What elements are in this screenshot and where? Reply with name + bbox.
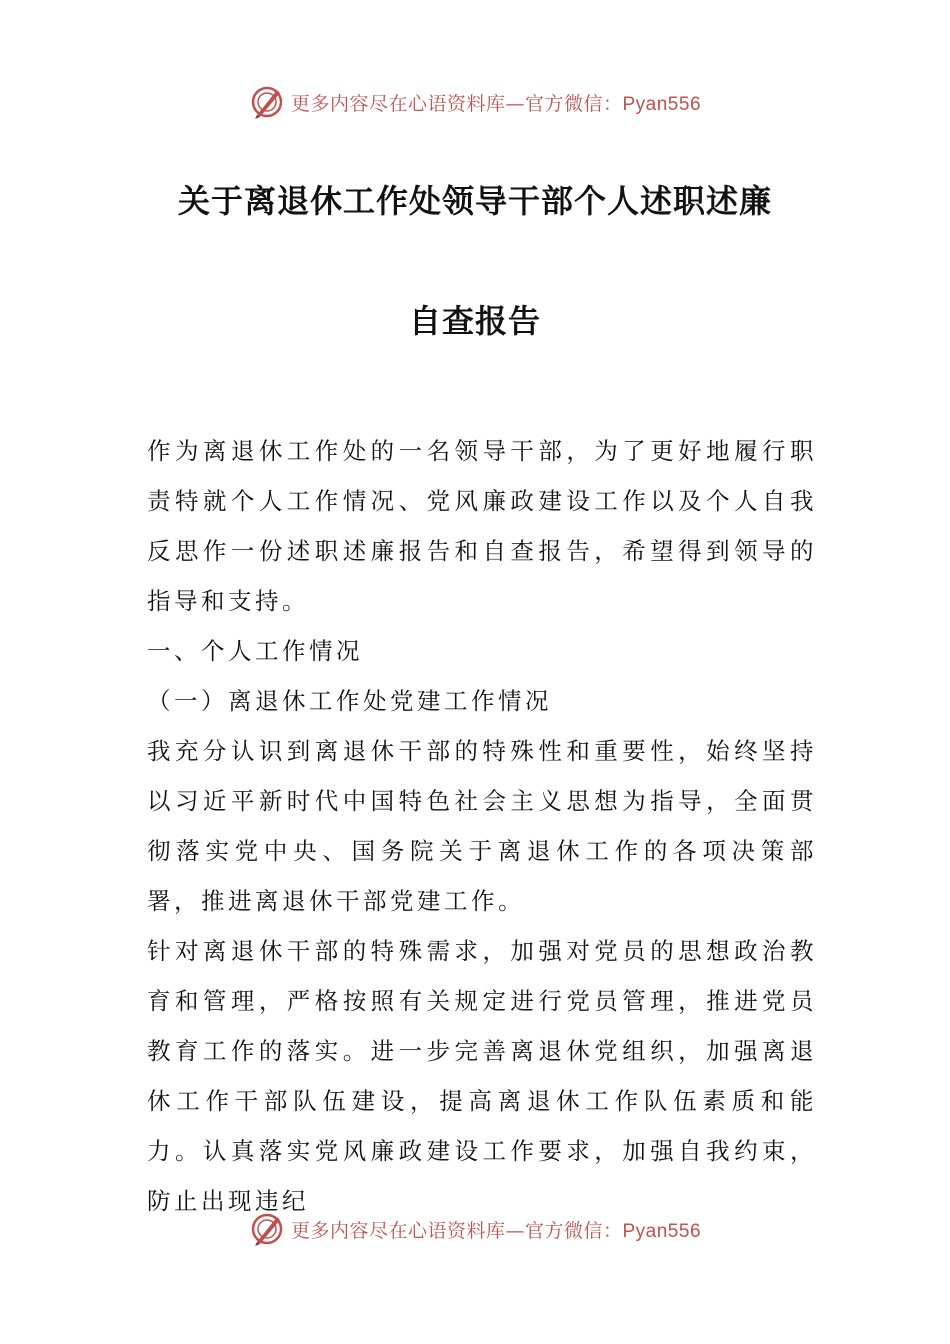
watermark-text: 更多内容尽在心语资料库—官方微信：Pyan556 — [290, 1219, 702, 1242]
watermark-text: 更多内容尽在心语资料库—官方微信：Pyan556 — [290, 92, 702, 115]
document-body — [147, 426, 817, 1226]
watermark-footer — [0, 1207, 950, 1251]
document-title-line2: 自查报告 — [408, 302, 541, 340]
watermark-wechat-id: Pyan556 — [622, 93, 702, 115]
paragraph-intro: 作为离退休工作处的一名领导干部，为了更好地履行职责特就个人工作情况、党风廉政建设工作以及个人自我反思作一份述职述廉报告和自查报告，希望得到领导的指导和支持。 — [147, 437, 817, 615]
paragraph: 我充分认识到离退休干部的特殊性和重要性，始终坚持以习近平新时代中国特色社会主义思想为指导，全面贯彻落实党中央、国务院关于离退休工作的各项决策部署，推进离退休干部党建工作。 — [147, 737, 817, 915]
document-title-line1: 关于离退休工作处领导干部个人述职述廉 — [177, 182, 772, 220]
watermark-header — [0, 80, 950, 124]
pen-logo-icon — [249, 1211, 285, 1247]
pen-logo-icon — [249, 84, 285, 120]
paragraph: 针对离退休干部的特殊需求，加强对党员的思想政治教育和管理，严格按照有关规定进行党员管理，推进党员教育工作的落实。进一步完善离退休党组织，加强离退休工作干部队伍建设，提高离退休工作队伍素质和能力。认真落实党风廉政建设工作要求，加强自我约束，防止出现违纪 — [147, 937, 817, 1215]
watermark-wechat-id: Pyan556 — [622, 1220, 702, 1242]
section-heading: 一、个人工作情况 — [147, 637, 363, 665]
subsection-heading: （一）离退休工作处党建工作情况 — [147, 687, 552, 715]
